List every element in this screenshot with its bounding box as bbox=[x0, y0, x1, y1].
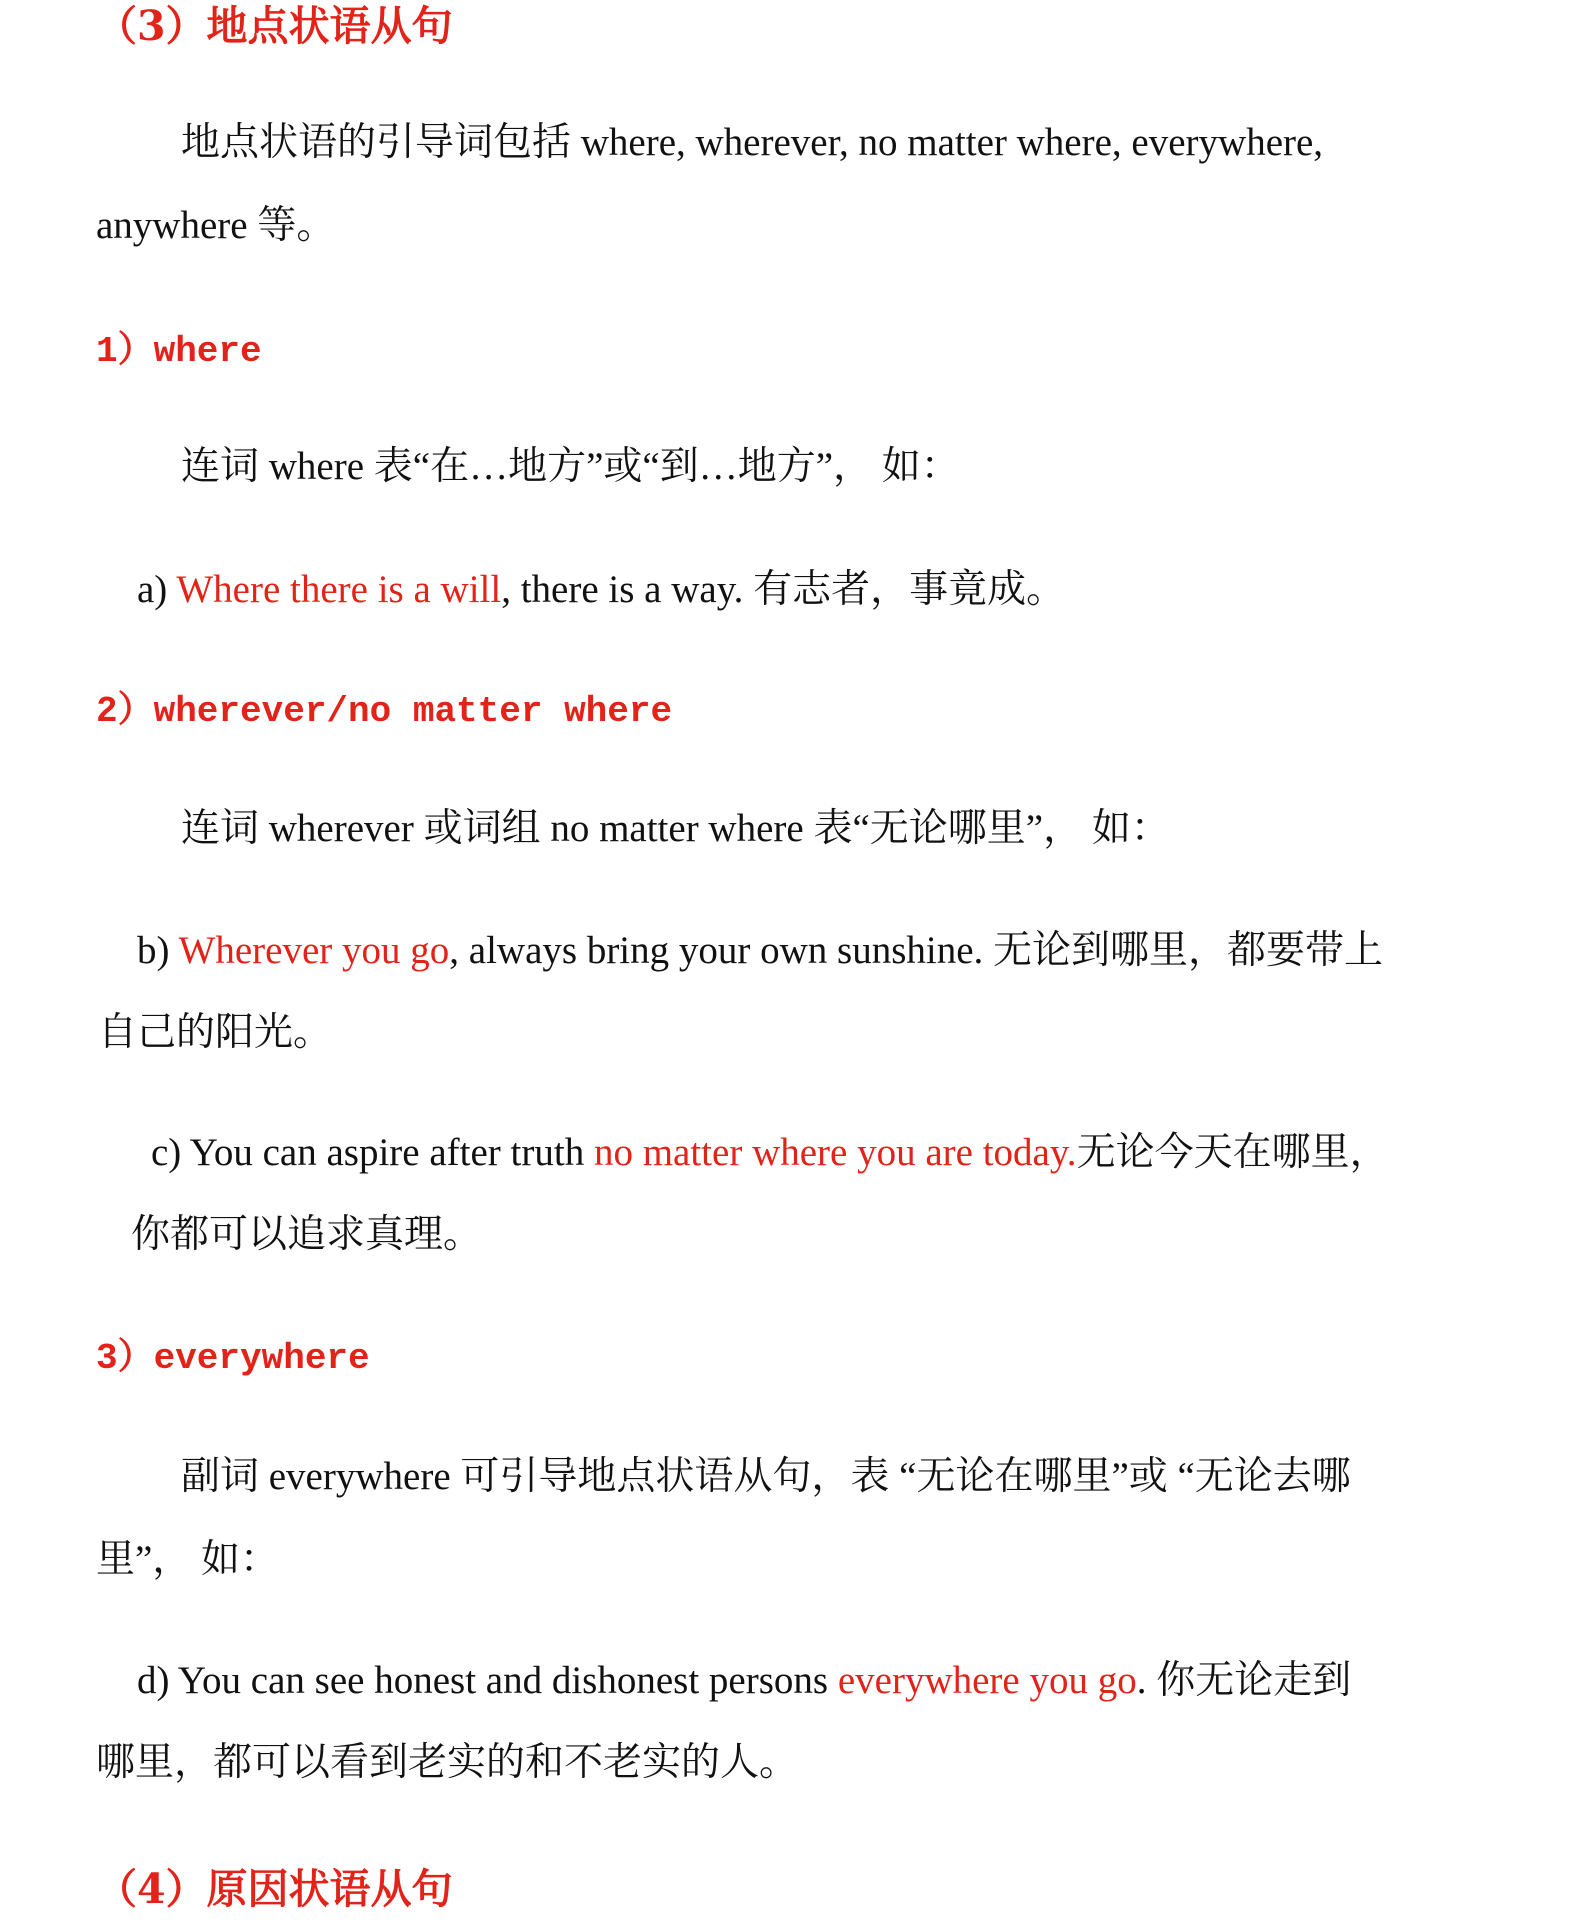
example-c-line-1 bbox=[151, 1130, 1389, 1177]
subsection-3-description-line-2: 里”， 如： bbox=[96, 1538, 280, 1581]
example-b-highlight: Wherever you go bbox=[178, 929, 450, 972]
example-a-highlight: Where there is a will bbox=[176, 568, 502, 611]
subsection-1-description: 连词 where 表“在…地方”或“到…地方”， 如： bbox=[181, 445, 960, 488]
example-b-rest: , always bring your own sunshine. 无论到哪里，都要带上 bbox=[449, 929, 1384, 972]
subsection-3-description-line-1: 副词 everywhere 可引导地点状语从句，表 “无论在哪里”或 “无论去哪 bbox=[181, 1455, 1351, 1498]
example-a-rest: , there is a way. 有志者，事竟成。 bbox=[501, 568, 1066, 611]
subsection-2-description: 连词 wherever 或词组 no matter where 表“无论哪里”， 如： bbox=[181, 807, 1170, 850]
section-4-heading: （4）原因状语从句 bbox=[96, 1865, 453, 1913]
section-3-intro-line-1: 地点状语的引导词包括 where, wherever, no matter where, everywhere, bbox=[181, 121, 1324, 164]
example-c-rest: 无论今天在哪里， bbox=[1076, 1131, 1389, 1174]
example-b-prefix: b) bbox=[137, 929, 179, 972]
example-a bbox=[137, 567, 1065, 614]
example-c-prefix: c) You can aspire after truth bbox=[151, 1131, 594, 1174]
example-b-line-2: 自己的阳光。 bbox=[98, 1011, 333, 1054]
example-d-line-2: 哪里，都可以看到老实的和不老实的人。 bbox=[96, 1741, 799, 1784]
example-c-highlight: no matter where you are today. bbox=[593, 1131, 1077, 1174]
example-d-prefix: d) You can see honest and dishonest persons bbox=[137, 1659, 838, 1702]
subsection-3-heading: 3）everywhere bbox=[96, 1338, 370, 1379]
section-3-heading: （3）地点状语从句 bbox=[96, 2, 453, 50]
example-d-line-1 bbox=[137, 1658, 1351, 1705]
subsection-2-heading: 2）wherever/no matter where bbox=[96, 691, 673, 732]
example-d-highlight: everywhere you go bbox=[837, 1659, 1137, 1702]
example-d-rest: . 你无论走到 bbox=[1136, 1659, 1352, 1702]
section-3-intro-line-2: anywhere 等。 bbox=[96, 204, 336, 247]
example-c-line-2: 你都可以追求真理。 bbox=[131, 1213, 483, 1256]
example-a-prefix: a) bbox=[137, 568, 177, 611]
example-b-line-1 bbox=[137, 928, 1383, 975]
subsection-1-heading: 1）where bbox=[96, 331, 262, 372]
